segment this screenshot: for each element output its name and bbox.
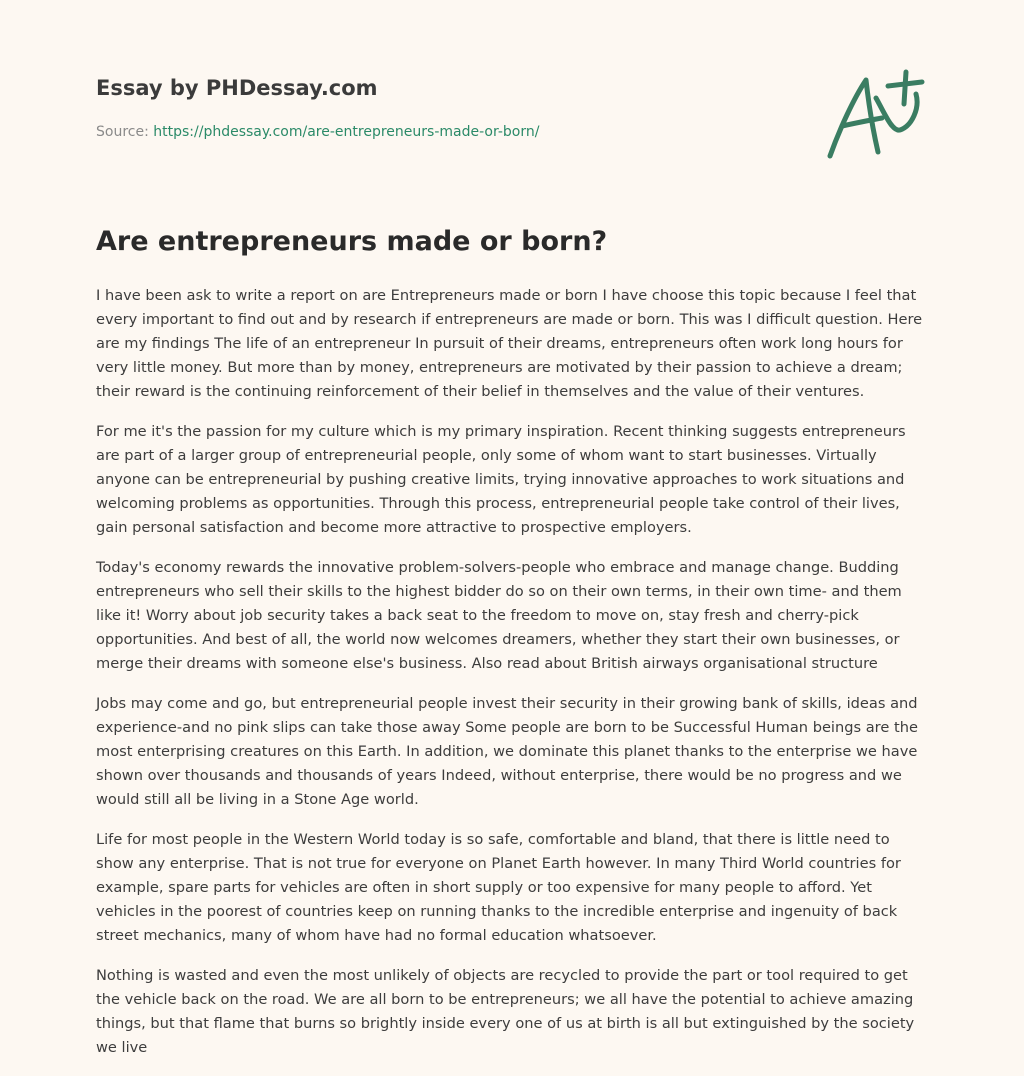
source-label: Source: xyxy=(96,124,154,140)
essay-body xyxy=(96,284,930,1076)
brand-title: Essay by PHDessay.com xyxy=(96,76,378,100)
source-link[interactable]: https://phdessay.com/are-entrepreneurs-made-or-born/ xyxy=(153,124,540,140)
essay-paragraph: Today's economy rewards the innovative problem-solvers-people who embrace and manage change. Budding entrepreneurs who sell their skills to the highest bidder do so on their own terms, in their own time- and them like it! Worry about job security takes a back seat to the freedom to move on, stay fresh and cherry-pick opportunities. And best of all, the world now welcomes dreamers, whether they start their own businesses, or merge their dreams with someone else's business. Also read about British airways organisational structure xyxy=(96,559,902,672)
essay-paragraph: I have been ask to write a report on are Entrepreneurs made or born I have choose this topic because I feel that every important to find out and by research if entrepreneurs are made or born. This was I difficult question. Here are my findings The life of an entrepreneur In pursuit of their dreams, entrepreneurs often work long hours for very little money. But more than by money, entrepreneurs are motivated by their passion to achieve a dream; their reward is the continuing reinforcement of their belief in themselves and the value of their ventures. xyxy=(96,287,923,400)
essay-paragraph: For me it's the passion for my culture which is my primary inspiration. Recent thinking suggests entrepreneurs are part of a larger group of entrepreneurial people, only some of whom want to start businesses. Virtually anyone can be entrepreneurial by pushing creative limits, trying innovative approaches to work situations and welcoming problems as opportunities. Through this process, entrepreneurial people take control of their lives, gain personal satisfaction and become more attractive to prospective employers. xyxy=(96,423,906,536)
essay-title: Are entrepreneurs made or born? xyxy=(96,226,608,257)
source-line xyxy=(96,124,539,140)
essay-paragraph: Nothing is wasted and even the most unlikely of objects are recycled to provide the part or tool required to get the vehicle back on the road. We are all born to be entrepreneurs; we all have the potential to achieve amazing things, but that flame that burns so brightly inside every one of us at birth is all but extinguished by the society we live xyxy=(96,967,915,1056)
essay-paragraph: Jobs may come and go, but entrepreneurial people invest their security in their growing bank of skills, ideas and experience-and no pink slips can take those away Some people are born to be Successful Human beings are the most enterprising creatures on this Earth. In addition, we dominate this planet thanks to the enterprise we have shown over thousands and thousands of years Indeed, without enterprise, there would be no progress and we would still all be living in a Stone Age world. xyxy=(96,695,918,808)
a-plus-logo-icon xyxy=(822,68,928,164)
essay-paragraph: Life for most people in the Western World today is so safe, comfortable and bland, that there is little need to show any enterprise. That is not true for everyone on Planet Earth however. In many Third World countries for example, spare parts for vehicles are often in short supply or too expensive for many people to afford. Yet vehicles in the poorest of countries keep on running thanks to the incredible enterprise and ingenuity of back street mechanics, many of whom have had no formal education whatsoever. xyxy=(96,831,901,944)
